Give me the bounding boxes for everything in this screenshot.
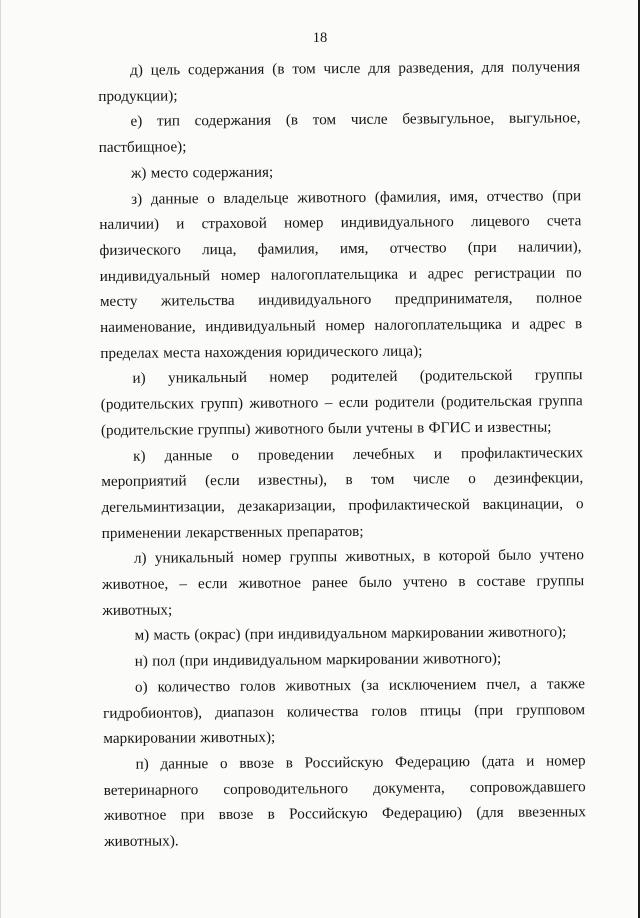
- paragraph-zh: ж) место содержания;: [130, 163, 274, 182]
- paragraph-k: к) данные о проведении лечебных и профилактических мероприятий (если известны), в том числе о дезинфекции, дегельминтизации, дезакаризации, профилактической вакцинации, о применении лекарственных препаратов;: [101, 443, 584, 542]
- paragraph-m: м) масть (окрас) (при индивидуальном маркировании животного);: [134, 623, 567, 645]
- paragraph-d: д) цель содержания (в том числе для разведения, для получения продукции);: [98, 58, 581, 105]
- page-number: 18: [312, 30, 328, 46]
- paragraph-p: п) данные о ввозе в Российскую Федерацию (дата и номер ветеринарного сопроводительного документа, сопровождавшего животное при ввозе в Российскую Федерацию) (для ввезенных животных).: [103, 752, 587, 851]
- scan-left-edge: [0, 0, 1, 918]
- paragraph-o: о) количество голов животных (за исключением пчел, а также гидробионтов), диапазон количества голов птицы (при групповом маркировании животных);: [103, 675, 586, 748]
- document-body: [98, 54, 586, 855]
- paragraph-e: е) тип содержания (в том числе безвыгульное, выгульное, пастбищное);: [98, 109, 581, 157]
- paragraph-i: и) уникальный номер родителей (родительской группы (родительских групп) животного – если родители (родительская группа (родительские группы) животного были учтены в ФГИС и известны;: [100, 366, 583, 439]
- paragraph-l: л) уникальный номер группы животных, в которой было учтено животное, – если животное ранее было учтено в составе группы животных;: [102, 546, 585, 619]
- paragraph-z: з) данные о владельце животного (фамилия, имя, отчество (при наличии) и страховой номер индивидуального лицевого счета физического лица, фамилия, имя, отчество (при наличии), индивидуальный номер налогоплательщика и адрес регистрации по месту жительства индивидуального предпринимателя, полное наименование, индивидуальный номер налогоплательщика и адрес в пределах места нахождения юридического лица);: [99, 186, 583, 362]
- paragraph-n: н) пол (при индивидуальном маркировании животного);: [134, 650, 502, 670]
